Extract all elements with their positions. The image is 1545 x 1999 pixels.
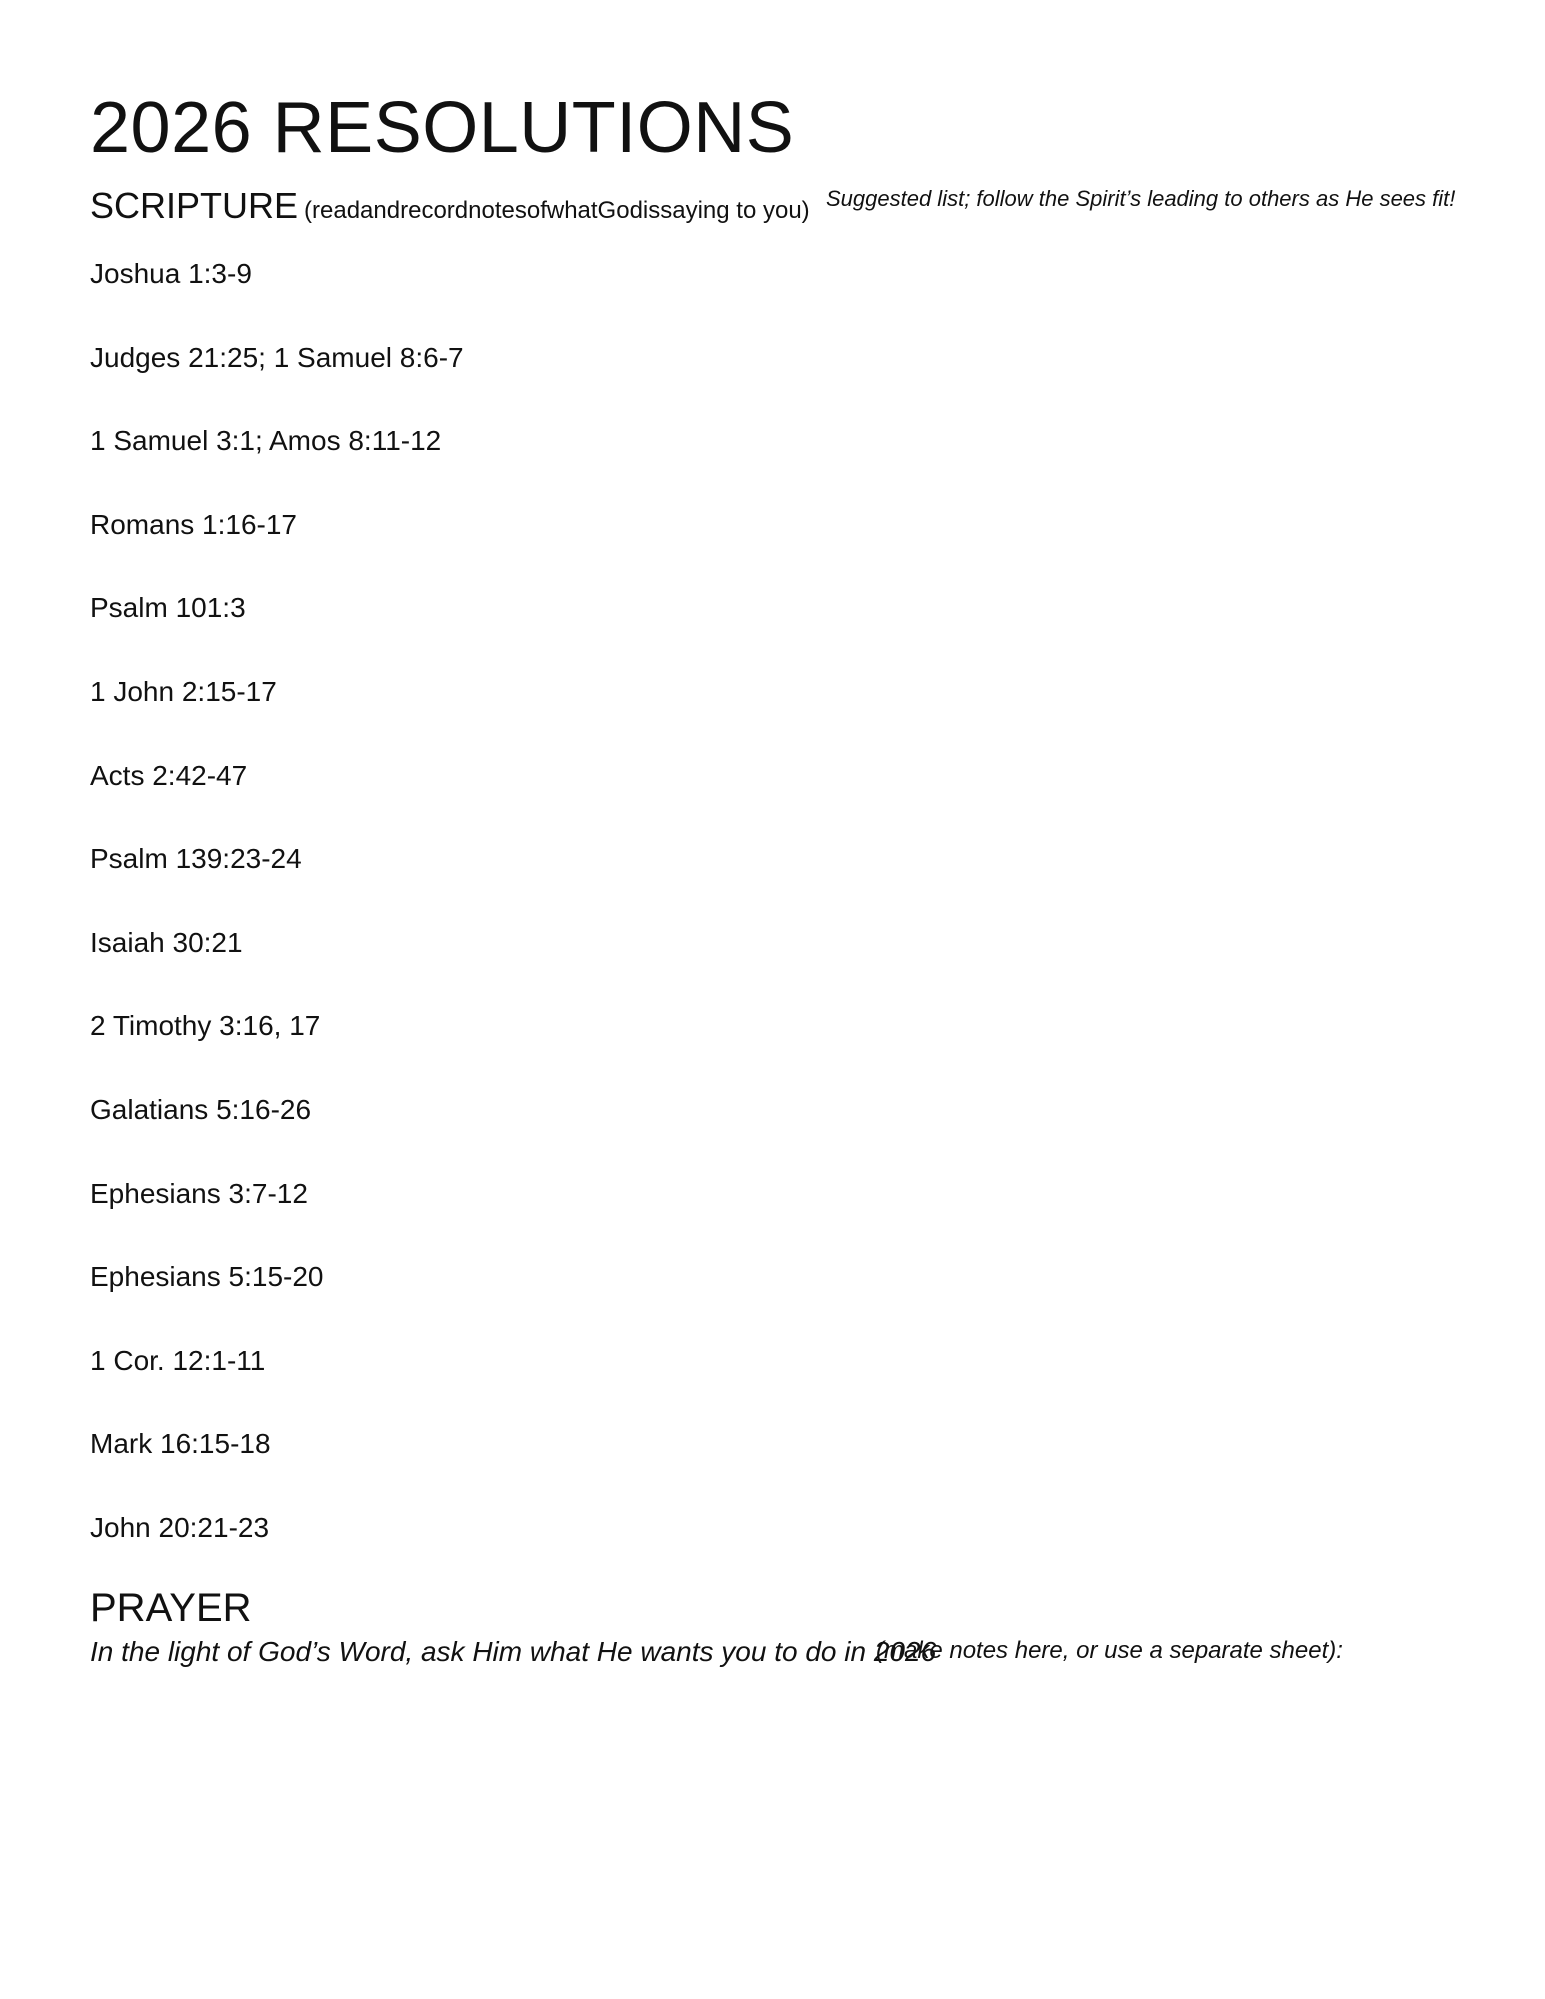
scripture-reference: 1 John 2:15-17 — [90, 675, 277, 707]
scripture-reference: Romans 1:16-17 — [90, 508, 298, 540]
scripture-reference: John 20:21-23 — [90, 1511, 270, 1543]
prayer-heading: PRAYER — [90, 1586, 252, 1630]
scripture-reference: Ephesians 5:15-20 — [90, 1261, 324, 1293]
scripture-reference: Psalm 101:3 — [90, 592, 246, 624]
scripture-reference: Judges 21:25; 1 Samuel 8:6-7 — [90, 341, 464, 373]
scripture-reference: Mark 16:15-18 — [90, 1428, 271, 1460]
page-title: 2026 RESOLUTIONS — [90, 88, 795, 168]
scripture-reference: 1 Cor. 12:1-11 — [90, 1344, 266, 1376]
prayer-note: (make notes here, or use a separate sheet): — [876, 1637, 1343, 1664]
scripture-reference-list — [90, 258, 464, 1596]
scripture-reference: Psalm 139:23-24 — [90, 843, 302, 875]
prayer-prompt: In the light of God’s Word, ask Him what He wants you to do in 2026 — [90, 1636, 937, 1667]
scripture-reference: Galatians 5:16-26 — [90, 1093, 312, 1125]
scripture-reference: Isaiah 30:21 — [90, 926, 243, 958]
scripture-reference: Acts 2:42-47 — [90, 759, 248, 791]
scripture-instruction: (readandrecordnotesofwhatGodissaying to you) — [304, 197, 810, 224]
scripture-reference: 2 Timothy 3:16, 17 — [90, 1010, 321, 1042]
scripture-reference: 1 Samuel 3:1; Amos 8:11-12 — [90, 425, 442, 457]
scripture-header — [90, 185, 810, 226]
scripture-side-note: Suggested list; follow the Spirit’s leading to others as He sees fit! — [826, 186, 1456, 211]
scripture-reference: Ephesians 3:7-12 — [90, 1177, 308, 1209]
scripture-reference: Joshua 1:3-9 — [90, 258, 252, 289]
scripture-heading: SCRIPTURE — [90, 185, 299, 226]
